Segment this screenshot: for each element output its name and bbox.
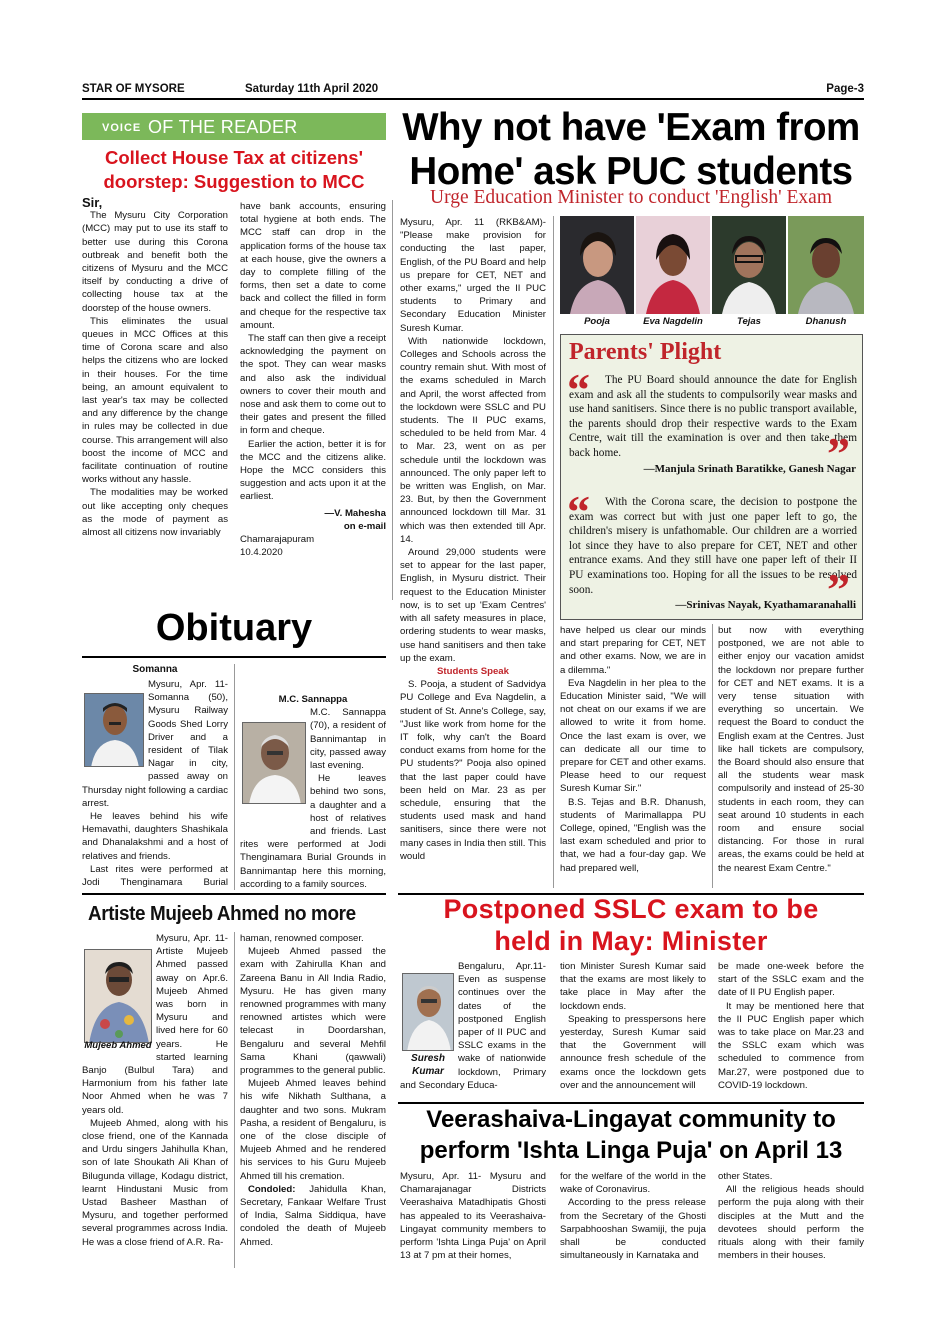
- obituary-paragraph: He leaves behind his wife Hemavathi, daughters Shashikala and Dhanalakshmi and a host of relatives and friends.: [82, 811, 228, 862]
- spacer: [240, 664, 386, 693]
- obituary-sannappa-text: [240, 664, 386, 890]
- exam-paragraph: Around 29,000 students were set to appear for the last paper, English, in Mysuru district. Their request to the Education Minister now, is to set up 'Exam Centres' with all safety measures in place, ordering students to wear masks, use hand sanitisers and then take up the exam.: [400, 547, 546, 664]
- voice-label: OF THE READER: [148, 117, 298, 137]
- exam-column-3: [718, 624, 864, 890]
- sslc-column-1: [400, 960, 546, 1100]
- sslc-headline: [398, 893, 864, 957]
- sslc-headline-line2: held in May: Minister: [494, 926, 768, 956]
- sslc-paragraph: Bengaluru, Apr.11- Even as suspense continues over the dates of the postponed English paper of II PUC and SSLC exams in the wake of nationwide lockdown, Primary and Secondary Educa-: [400, 961, 546, 1091]
- issue-date: Saturday 11th April 2020: [245, 83, 379, 95]
- column-divider: [234, 932, 235, 1268]
- voice-headline: Collect House Tax at citizens' doorstep: Suggestion to MCC: [103, 147, 365, 192]
- obituary-paragraph: M.C. Sannappa (70), a resident of Bannimantap in city, passed away last evening.: [310, 707, 386, 772]
- masthead: [82, 80, 864, 100]
- obituary-name-sannappa: M.C. Sannappa: [278, 694, 348, 705]
- exam-paragraph: S. Pooja, a student of Sadvidya PU College and Eva Nagdelin, a student of St. Anne's College, say, "Just like work from home for the IT folk, why can't the Board conduct exams from home for the PU students?" Pooja also opined that the last paper could have been held on Mar. 23 as per schedule, ensuring that the students used mask and hand sanitisers, since there were not many cases in India then still. This would: [400, 679, 546, 862]
- parents-plight-box: [560, 334, 863, 620]
- mujeeb-headline: Artiste Mujeeb Ahmed no more: [87, 902, 356, 925]
- lingayat-paragraph: According to the press release from the Secretary of the Ghosti Sarpabhooshan Swamiji, the puja shall be conducted simultaneously in Karnataka and: [560, 1197, 706, 1262]
- student-photos: [560, 216, 864, 314]
- column-divider: [553, 216, 554, 888]
- voice-paragraph: have bank accounts, ensuring total hygiene at both ends. The MCC staff can drop in the application forms of the house tax at each house, give the owners a day to complete filling of the forms, then set a date to come back and collect the filled in form and cheque for the respective tax amount.: [240, 201, 386, 331]
- students-speak-subhead: Students Speak: [437, 665, 509, 677]
- sslc-headline-line1: Postponed SSLC exam to be: [443, 894, 819, 924]
- open-quote-icon: “: [567, 364, 590, 415]
- mujeeb-paragraph: Mujeeb Ahmed, along with his close friend, one of the Kannada and Urdu singers Jahihulla Khan, son of late Shoukath Ali Khan of Bilugunda village, Kodagu district, learnt Hindustani Music from Ustad Basheer Masthan of Mysuru, and together performed several programmes across India. He was a close friend of A.R. Ra-: [82, 1117, 228, 1248]
- students-photo-strip: [560, 216, 864, 314]
- obituary-paragraph: He leaves behind two sons, a daughter and a host of relatives and friends. Last rites were performed at Jodi Thenginamara Burial Grounds in Bannimantap here this morning, according to a family sources.: [240, 773, 386, 890]
- sslc-paragraph: tion Minister Suresh Kumar said that the exams are most likely to take place in May after the lockdown ends.: [560, 961, 706, 1012]
- mujeeb-paragraph: Mujeeb Ahmed passed the exam with Zahirulla Khan and Zareena Banu in All India Radio, Mysuru. He has given many renowned programmes with many renowned artistes which were telecast in Doordarshan, Bengaluru and several Mehfil Sama Khani (qawwali) programmes to the general public.: [240, 946, 386, 1077]
- voice-letter-date: 10.4.2020: [240, 547, 283, 559]
- lingayat-column-2: [560, 1170, 706, 1270]
- obituary-paragraph: Last rites were performed at Jodi Thenginamara Burial: [82, 863, 228, 889]
- voice-paragraph: This eliminates the usual queues in MCC Offices at this time of Corona scare and also helps the citizens who are locked in their houses. For the time being, an amount equivalent to last year's tax may be collected and any difference by the change in rules may be collected in due course. This arrangement will also boost the income of MCC and facilitate continuation of routine works without any hassle.: [82, 315, 228, 486]
- mujeeb-paragraph: Mysuru, Apr. 11- Artiste Mujeeb Ahmed passed away on Apr.6. Mujeeb Ahmed was born in Mysuru and lived here for 60 years. He started learning Banjo (Bulbul Tara) and Harmonium from his father late Noor Ahmed when he was 7 years old.: [82, 933, 228, 1116]
- lingayat-paragraph: Mysuru, Apr. 11- Mysuru and Chamarajanagar Districts Veerashaiva Matadhipatis Ghosti has appealed to its Veerashaiva-Lingayat community members to perform 'Ishta Linga Puja' on April 13 at 7 pm at their homes,: [400, 1171, 546, 1262]
- voice-column-1: [82, 196, 228, 594]
- mujeeb-caption: Mujeeb Ahmed: [84, 1040, 152, 1051]
- lingayat-paragraph: All the religious heads should perform the puja along with their disciples at the Mutt and the devotees should perform the rituals along with their family members in their houses.: [718, 1184, 864, 1262]
- caption-line: Kumar: [412, 1066, 444, 1077]
- caption-dhanush: Dhanush: [805, 316, 847, 327]
- caption-pooja: Pooja: [584, 316, 610, 327]
- column-divider: [234, 664, 235, 890]
- obituary-paragraph: Mysuru, Apr. 11- Somanna (50), Mysuru Railway Goods Shed Lorry Driver and a resident of Tilak Nagar in city, passed away on Thursday night following a cardiac arrest.: [82, 679, 228, 809]
- mujeeb-column-1: [82, 932, 228, 1270]
- sslc-paragraph: It may be mentioned here that the II PUC English paper which was to take place on Mar.23 and the SSLC exam which was scheduled to commence from Mar.27, were postponed due to COVID-19 lockdown.: [718, 1000, 864, 1091]
- photo-wrap: [400, 960, 458, 1072]
- photo-wrap: [82, 678, 148, 774]
- condoled-text: Jahidulla Khan, Secretary, Fankaar Welfare Trust of India, Salma Siddiqua, have condoled the death of Mujeeb Ahmed.: [240, 1183, 386, 1248]
- voice-salutation: Sir,: [82, 196, 103, 210]
- section-rule: [82, 893, 386, 895]
- sslc-paragraph: Speaking to presspersons here yesterday, Suresh Kumar said that the Government will announce fresh schedule of the exams once the lockdown gets over and the announcement will: [560, 1013, 706, 1091]
- lingayat-headline: [398, 1104, 864, 1166]
- parents-quote-2: With the Corona scare, the decision to postpone the exam was correct but with just one paper left to go, the children's misery is unfathomable. Our children are a worried lot since they have to also prepare for CET, NET and other entrance exams. And they still have one paper left of their II PU examinations too. Hoping for all the issues to be resolved soon.: [569, 496, 857, 596]
- voice-signature: —V. Mahesha: [324, 507, 386, 519]
- mujeeb-paragraph: Mujeeb Ahmed leaves behind his wife Nikhath Sulthana, a daughter and two sons. Mukram Pasha, a resident of Bengaluru, is one of the close disciple of Mujeeb Ahmed and he rendered his services to his Guru Mujeeb Ahmed till his cremation.: [240, 1078, 386, 1182]
- column-divider: [392, 200, 393, 600]
- caption-line: Suresh: [411, 1053, 445, 1064]
- sslc-column-3: [718, 960, 864, 1100]
- lingayat-headline-line1: Veerashaiva-Lingayat community to: [426, 1106, 836, 1133]
- exam-headline: [398, 106, 864, 194]
- exam-column-1: [400, 216, 546, 888]
- close-quote-icon: ”: [827, 564, 850, 615]
- obituary-title: Obituary: [155, 607, 313, 649]
- photo-wrap: [82, 932, 156, 1056]
- obituary-rule: [82, 656, 386, 658]
- exam-paragraph: have helped us clear our minds and start preparing for CET, NET and other exams. Now, we are in a dilemma.": [560, 625, 706, 676]
- caption-eva: Eva Nagdelin: [643, 316, 703, 327]
- paper-name: STAR OF MYSORE: [82, 83, 185, 95]
- condoled-label: Condoled:: [248, 1183, 296, 1195]
- voice-paragraph: Earlier the action, better it is for the MCC and the citizens alike. Hope the MCC considers this suggestion and acts upon it at the earliest.: [240, 438, 386, 503]
- parents-quote-1: The PU Board should announce the date for English exam and ask all the students to compulsorily wear masks and use hand sanitisers. Since there is no public transport available, the parents should drop their respective wards to the Exam Centre, wait till the examination is over and then take them back home.: [569, 374, 857, 459]
- voice-paragraph: The staff can then give a receipt acknowledging the payment on the spot. They can wear masks and also ask the individual owners to cover their mouth and nose and ask them to come out to their gates and present the filled in form and cheque.: [240, 333, 386, 437]
- lingayat-headline-line2: perform 'Ishta Linga Puja' on April 13: [419, 1137, 843, 1164]
- sslc-paragraph: be made one-week before the start of the SSLC exam and the date of II PU English paper.: [718, 961, 864, 999]
- exam-subhead: Urge Education Minister to conduct 'English' Exam: [429, 187, 832, 208]
- close-quote-icon: ”: [827, 428, 850, 479]
- parents-quote-1-author: —Manjula Srinath Baratikke, Ganesh Nagar: [643, 463, 856, 475]
- exam-paragraph: With nationwide lockdown, Colleges and Schools across the country remain shut. With most of the exams scheduled in March and April, the worst affected from the lockdown were SSLC and PU students. The II PUC exams, scheduled to be held from Mar. 4 to Mar. 23, went on as per schedule until the lockdown was announced. The only paper left to be written was English, on Mar. 23. But, by then the Government announced lockdown till Mar. 31 which was then extended till Apr. 14.: [400, 335, 546, 545]
- open-quote-icon: “: [567, 486, 590, 537]
- column-divider: [712, 624, 713, 888]
- mujeeb-column-2: [240, 932, 386, 1270]
- mujeeb-paragraph: haman, renowned composer.: [240, 933, 364, 944]
- exam-paragraph: Eva Nagdelin in her plea to the Education Minister said, "We will not cheat on our exams if we are allowed to write it from home. Once the last exam is over, we can dedicate all our time to prepare for CET and other exams. Please heed to our request Suresh Kumar Sir.": [560, 677, 706, 795]
- photo-wrap: [240, 706, 310, 832]
- page-number: Page-3: [826, 83, 864, 95]
- lingayat-paragraph: for the welfare of the world in the wake of Coronavirus.: [560, 1171, 706, 1196]
- exam-paragraph: Mysuru, Apr. 11 (RKB&AM)- "Please make provision for conducting the last paper, English, of the PU Board and help us prepare for CET, NET and other exams," urged the II PUC students to Primary and Secondary Education Minister Suresh Kumar.: [400, 217, 546, 334]
- voice-column-2: [240, 200, 386, 600]
- lingayat-column-3: [718, 1170, 864, 1270]
- exam-column-2: [560, 624, 706, 890]
- voice-place: Chamarajapuram: [240, 534, 315, 546]
- exam-headline-line1: Why not have 'Exam from: [402, 106, 860, 149]
- obituary-name-somanna: Somanna: [132, 664, 178, 675]
- parents-plight-title: Parents' Plight: [569, 339, 722, 365]
- lingayat-paragraph: other States.: [718, 1171, 773, 1182]
- lingayat-column-1: [400, 1170, 546, 1270]
- caption-tejas: Tejas: [737, 316, 761, 327]
- voice-paragraph: The modalities may be worked out like accepting only cheques as the mode of payment as almost all citizens now invariably: [82, 487, 228, 539]
- exam-paragraph: B.S. Tejas and B.R. Dhanush, students of Marimallappa PU College, opined, "English was the last exam scheduled and prior to that, we had a four-day gap. We had prepared well,: [560, 796, 706, 874]
- voice-paragraph: The Mysuru City Corporation (MCC) may put to use its staff to better use during this Corona outbreak and benefit both the citizens of Mysuru and the MCC itself by conducting a drive of collecting house tax at the doorstep of the house owners.: [82, 210, 228, 314]
- sslc-column-2: [560, 960, 706, 1100]
- voice-of-reader-banner: [82, 113, 386, 140]
- voice-signature-source: on e-mail: [343, 520, 386, 532]
- voice-tag: VOICE: [102, 122, 142, 134]
- exam-paragraph: but now with everything postponed, we are not able to either enjoy our vacation amidst the lockdown nor prepare further for CET and NET exams. It is a very tense situation with everything so uncertain. We request the Board to conduct the English exam at the Centres. Just like hall tickets are compulsory, the Board should also ensure that all the students wear mask compulsorily and instead of 25-30 students in each room, they can seat around 10 students in each room and ensure social distancing. For those in rural areas, the exams could be held at the nearest Exam Centre.": [718, 625, 864, 874]
- parents-quote-2-author: —Srinivas Nayak, Kyathamaranahalli: [675, 599, 856, 611]
- exam-headline-line2: Home' ask PUC students: [409, 150, 853, 193]
- obituary-somanna-text: [82, 678, 228, 890]
